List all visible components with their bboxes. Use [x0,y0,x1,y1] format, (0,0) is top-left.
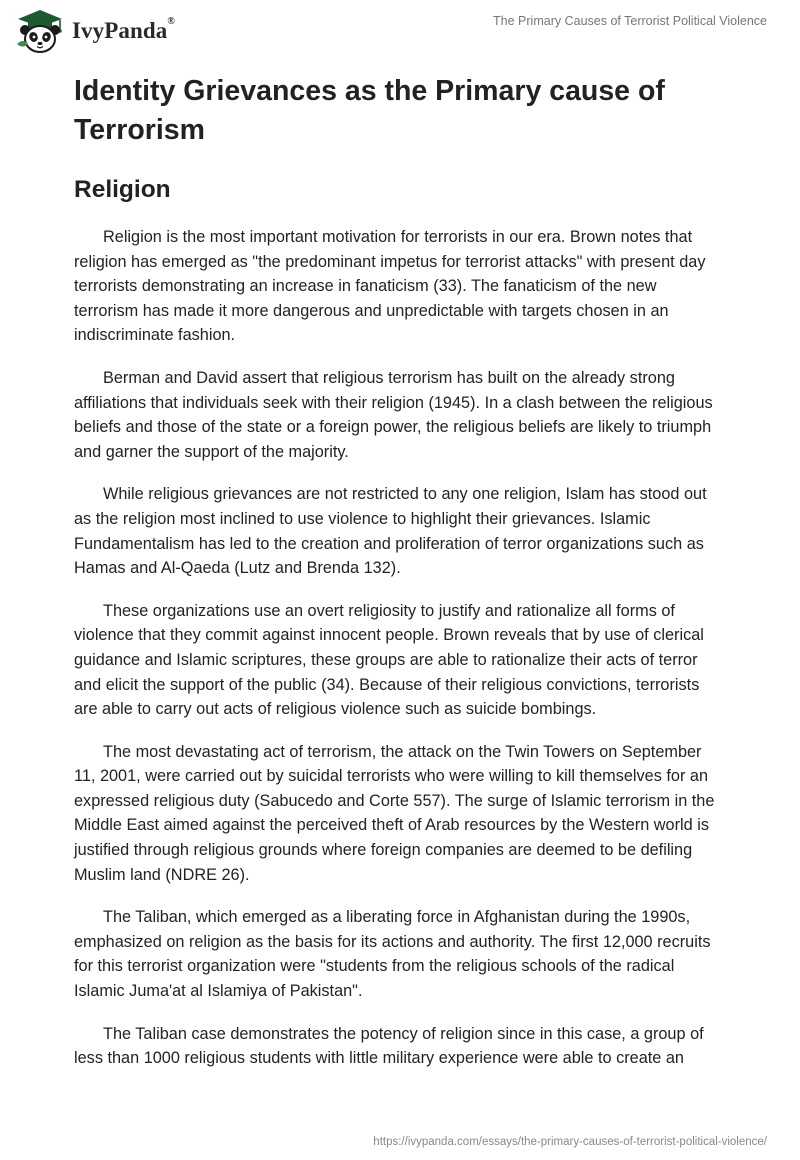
paragraph: Religion is the most important motivation for terrorists in our era. Brown notes that religion has emerged as "the predominant impetus for terrorist attacks" with present day terrorists demonstrating an increase in fanaticism (33). The fanaticism of the new terrorism has made it more dangerous and unpredictable with targets chosen in an indiscriminate fashion. [74,228,706,345]
document-title: The Primary Causes of Terrorist Political Violence [493,14,767,28]
paragraph: While religious grievances are not restricted to any one religion, Islam has stood out as the religion most inclined to use violence to highlight their grievances. Islamic Fundamentalism has led to the creation and proliferation of terror organizations such as Hamas and Al-Qaeda (Lutz and Brenda 132). [74,485,707,578]
paragraph: The most devastating act of terrorism, the attack on the Twin Towers on September 11, 2001, were carried out by suicidal terrorists who were willing to kill themselves for an expressed religious duty (Sabucedo and Corte 557). The surge of Islamic terrorism in the Middle East aimed against the perceived theft of Arab resources by the Western world is justified through religious grounds where foreign companies are deemed to be defiling Muslim land (NDRE 26). [74,742,715,884]
paragraph: The Taliban case demonstrates the potency of religion since in this case, a group of less than 1000 religious students with little military experience were able to create an [74,1024,704,1068]
panda-graduate-icon [14,8,66,54]
paragraph: The Taliban, which emerged as a liberating force in Afghanistan during the 1990s, emphasized on religion as the basis for its actions and authority. The first 12,000 recruits for this terrorist organization were "students from the religious schools of the radical Islamic Juma'at al Islamiya of Pakistan". [74,908,711,1001]
logo-wordmark: IvyPanda® [72,16,175,43]
section-heading: Religion [74,176,171,203]
page-title: Identity Grievances as the Primary cause of Terrorism [74,75,665,146]
paragraph: Berman and David assert that religious terrorism has built on the already strong affiliations that individuals seek with their religion (1945). In a clash between the religious beliefs and those of the state or a foreign power, the religious beliefs are likely to triumph and garner the support of the majority. [74,368,713,461]
source-url-link[interactable]: https://ivypanda.com/essays/the-primary-causes-of-terrorist-political-violence/ [373,1136,767,1148]
article-body [74,72,724,1071]
ivypanda-logo[interactable] [14,7,175,55]
paragraph: These organizations use an overt religiosity to justify and rationalize all forms of violence that they commit against innocent people. Brown reveals that by use of clerical guidance and Islamic scriptures, these groups are able to rationalize their acts of terror and elicit the support of the public (34). Because of their religious convictions, terrorists are able to carry out acts of religious violence such as suicide bombings. [74,601,704,719]
